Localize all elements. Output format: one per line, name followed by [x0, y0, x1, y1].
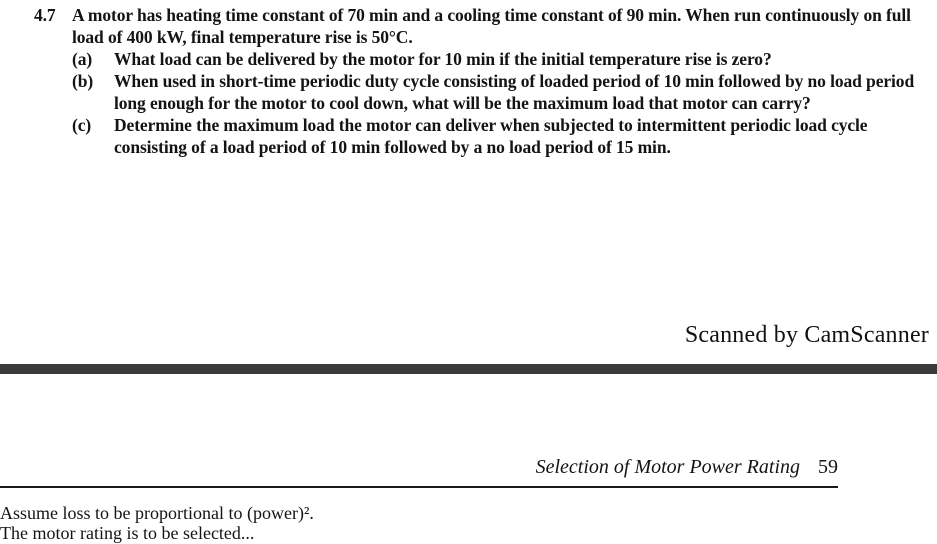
sub-question-label: (a) — [72, 49, 93, 69]
body-text-line: Assume loss to be proportional to (power)². — [0, 503, 314, 523]
problem-number: 4.7 — [34, 5, 56, 25]
sub-question-b — [72, 70, 929, 114]
sub-question-text: What load can be delivered by the motor for 10 min if the initial temperature rise is zero? — [114, 49, 772, 69]
running-header — [0, 456, 838, 479]
page-number: 59 — [818, 456, 838, 478]
sub-question-c — [72, 114, 929, 158]
cut-off-text: The motor rating is to be selected... — [0, 523, 255, 543]
problem-4-7 — [34, 4, 929, 158]
sub-question-text: When used in short-time periodic duty cycle consisting of loaded period of 10 min followed by no load period long enough for the motor to cool down, what will be the maximum load that motor can carry? — [114, 71, 915, 113]
camscanner-watermark: Scanned by CamScanner — [684, 322, 929, 348]
header-rule — [0, 486, 838, 488]
sub-question-a — [72, 48, 929, 70]
sub-question-text: Determine the maximum load the motor can deliver when subjected to intermittent periodic load cycle consisting of a load period of 10 min followed by a no load period of 15 min. — [114, 115, 868, 157]
problem-statement: A motor has heating time constant of 70 min and a cooling time constant of 90 min. When run continuously on full load of 400 kW, final temperature rise is 50°C. — [72, 5, 911, 47]
page-divider — [0, 364, 937, 374]
sub-question-label: (c) — [72, 115, 92, 135]
running-title: Selection of Motor Power Rating — [535, 456, 800, 478]
sub-question-label: (b) — [72, 71, 94, 91]
cut-off-text-line — [0, 523, 255, 543]
